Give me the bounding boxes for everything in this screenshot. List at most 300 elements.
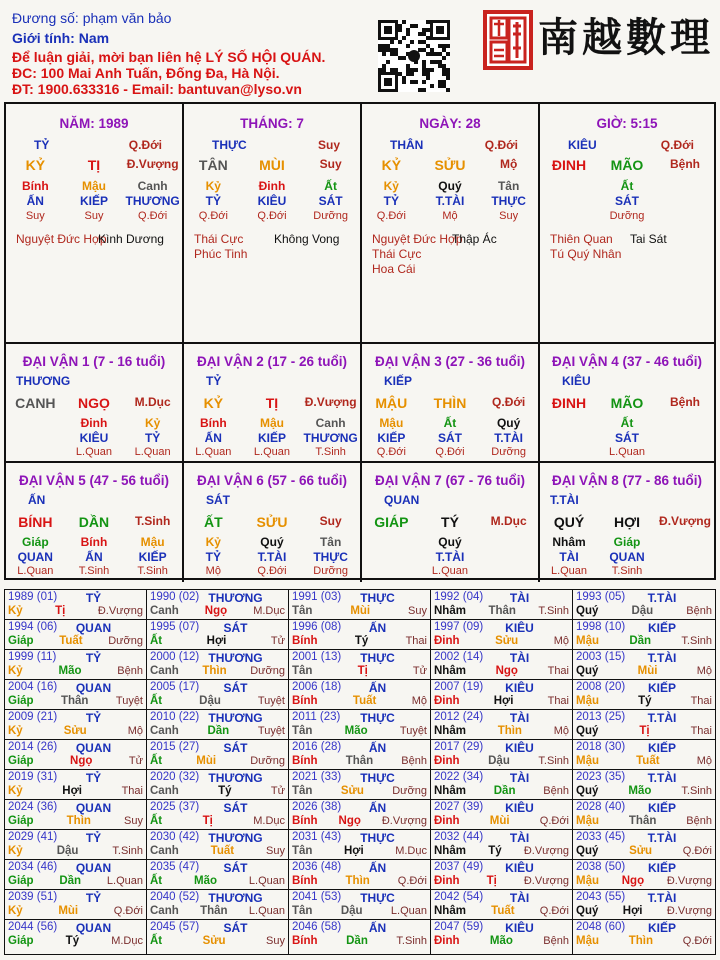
hidden-stem: Đinh	[258, 179, 286, 193]
year-stem: Đinh	[434, 875, 460, 887]
year-line	[434, 681, 569, 695]
year-god: THƯƠNG	[208, 711, 263, 725]
hidden-stem: Kỷ	[205, 535, 221, 549]
year-god: TỶ	[85, 591, 102, 605]
hidden-phase: L.Quan	[608, 446, 646, 458]
year-label: 2043 (55)	[576, 891, 626, 903]
year-stem: Canh	[150, 665, 179, 677]
hidden-stem: Mậu	[379, 416, 404, 430]
year-phase: Bệnh	[543, 935, 569, 947]
year-pillar	[8, 635, 143, 649]
year-label: 2007 (19)	[434, 681, 484, 693]
hidden-phase	[656, 210, 713, 222]
year-stem: Giáp	[8, 755, 34, 767]
year-label: 1989 (01)	[8, 591, 58, 603]
year-label: 2044 (56)	[8, 921, 58, 933]
year-label: 1994 (06)	[8, 621, 58, 633]
phase: Đ.Vượng	[126, 157, 179, 171]
year-cell	[5, 680, 147, 710]
year-branch: Thìn	[345, 875, 370, 887]
year-god: KIÊU	[505, 621, 534, 635]
year-line	[150, 921, 285, 935]
year-pillar	[150, 905, 285, 919]
year-line	[150, 711, 285, 725]
year-phase: Đ.Vượng	[523, 875, 569, 887]
qr-code-icon	[378, 20, 450, 92]
pillar-0	[6, 104, 184, 344]
pillar-title: GIỜ: 5:15	[596, 116, 658, 131]
hidden-phase: T.Sinh	[78, 565, 110, 577]
hidden-god: THỰC	[313, 550, 348, 564]
year-label: 2010 (22)	[150, 711, 200, 723]
year-line	[150, 621, 285, 635]
luck-pillar-1	[6, 344, 184, 463]
year-god: KIÊU	[505, 921, 534, 935]
year-line	[150, 861, 285, 875]
year-label: 2016 (28)	[292, 741, 342, 753]
year-cell	[289, 710, 431, 740]
year-god: TỶ	[85, 651, 102, 665]
year-cell	[573, 890, 715, 920]
luck-stem-branch	[6, 514, 182, 530]
branch: THÌN	[433, 395, 467, 411]
hidden-stem: Canh	[137, 179, 168, 193]
hidden-phase: L.Quan	[253, 446, 291, 458]
hidden-stem: Quý	[496, 416, 521, 430]
year-god: KIÊU	[505, 681, 534, 695]
year-branch: Thân	[628, 815, 657, 827]
stem: GIÁP	[374, 514, 409, 530]
ten-god: KIÊU	[568, 138, 597, 152]
ten-god: THỰC	[212, 138, 247, 152]
year-cell	[573, 590, 715, 620]
phase: T.Sinh	[134, 514, 171, 528]
year-god: QUAN	[75, 681, 112, 695]
owner-line: Đương số: phạm văn bảo	[12, 10, 172, 26]
year-god: THỰC	[360, 651, 395, 665]
year-stem: Quý	[576, 665, 599, 677]
year-cell	[573, 620, 715, 650]
hidden-god: ẤN	[26, 194, 44, 208]
luck-god: QUAN	[384, 493, 420, 507]
year-phase: Đ.Vượng	[523, 845, 569, 857]
year-line	[292, 711, 427, 725]
hidden-gods-row	[6, 194, 182, 208]
year-stem: Giáp	[8, 815, 34, 827]
year-phase: Thai	[690, 695, 712, 707]
hidden-phase	[6, 446, 64, 458]
year-branch: Dậu	[631, 605, 654, 617]
hidden-phase-row	[184, 210, 360, 222]
year-branch: Thân	[60, 695, 89, 707]
year-pillar	[292, 875, 427, 889]
year-god: ẤN	[368, 741, 387, 755]
year-phase: Bệnh	[543, 785, 569, 797]
year-pillar	[434, 845, 569, 859]
year-pillar	[292, 665, 427, 679]
year-label: 2038 (50)	[576, 861, 626, 873]
year-stem: Ất	[150, 815, 163, 827]
year-branch: Tuất	[352, 695, 377, 707]
year-pillar	[150, 605, 285, 619]
year-phase: M.Dục	[395, 845, 427, 857]
year-branch: Ngọ	[495, 665, 518, 677]
year-cell	[431, 920, 573, 954]
ten-god-phase: Q.Đới	[484, 138, 518, 152]
hidden-phase	[480, 565, 538, 577]
year-stem: Đinh	[434, 935, 460, 947]
year-pillar	[576, 695, 712, 709]
year-god: THƯƠNG	[208, 651, 263, 665]
year-god: ẤN	[368, 681, 387, 695]
hidden-phase: Suy	[25, 210, 45, 222]
year-branch: Mùi	[196, 755, 217, 767]
year-god: SÁT	[223, 741, 248, 755]
hidden-stem: Canh	[315, 416, 346, 430]
year-cell	[573, 920, 715, 954]
year-stem: Mậu	[576, 935, 599, 947]
year-stem: Đinh	[434, 695, 460, 707]
year-stem: Canh	[150, 605, 179, 617]
year-label: 2032 (44)	[434, 831, 484, 843]
hidden-god: ẤN	[204, 431, 222, 445]
year-branch: Tị	[639, 725, 650, 737]
year-stem: Nhâm	[434, 605, 466, 617]
year-pillar	[292, 695, 427, 709]
stem: ẤT	[203, 514, 223, 530]
hidden-stem: Bính	[199, 416, 227, 430]
hidden-stem: Mậu	[259, 416, 284, 430]
hidden-god: T.TÀI	[435, 550, 465, 564]
year-stem: Kỷ	[8, 605, 23, 617]
hidden-stem: Kỷ	[205, 179, 221, 193]
year-cell	[289, 590, 431, 620]
branch: MÃO	[610, 157, 644, 173]
year-stem: Tân	[292, 725, 313, 737]
hidden-phase	[540, 446, 597, 458]
hidden-god: THƯƠNG	[125, 194, 180, 208]
phase: Bệnh	[670, 395, 700, 409]
year-label: 2018 (30)	[576, 741, 626, 753]
year-label: 1990 (02)	[150, 591, 200, 603]
year-line	[150, 681, 285, 695]
year-branch: Tị	[55, 605, 66, 617]
hidden-god: SÁT	[437, 431, 462, 445]
year-line	[150, 771, 285, 785]
year-phase: Tuyệt	[115, 695, 143, 707]
year-pillar	[150, 665, 285, 679]
hidden-phase: T.Sinh	[137, 565, 168, 577]
year-cell	[431, 650, 573, 680]
year-line	[434, 831, 569, 845]
year-phase: Thai	[547, 665, 569, 677]
stem: ĐINH	[551, 157, 587, 173]
year-pillar	[576, 635, 712, 649]
year-line	[150, 591, 285, 605]
year-cell	[573, 680, 715, 710]
luck-hidden-phase	[6, 565, 182, 577]
year-branch: Tị	[357, 665, 368, 677]
year-phase: M.Dục	[253, 605, 285, 617]
year-stem: Tân	[292, 905, 313, 917]
year-stem: Tân	[292, 845, 313, 857]
year-phase: Thai	[547, 695, 569, 707]
year-stem: Bính	[292, 815, 318, 827]
branch: TỊ	[265, 395, 279, 411]
year-god: TỶ	[85, 891, 102, 905]
year-phase: Thai	[405, 635, 427, 647]
luck-hidden-gods	[362, 431, 538, 445]
hidden-stem: Ất	[620, 179, 634, 193]
year-stem: Canh	[150, 905, 179, 917]
year-line	[576, 711, 712, 725]
phase: Suy	[319, 157, 342, 171]
year-label: 1998 (10)	[576, 621, 626, 633]
year-stem: Kỷ	[8, 725, 23, 737]
year-line	[434, 621, 569, 635]
year-phase: Mộ	[696, 665, 712, 677]
year-pillar	[434, 875, 569, 889]
year-label: 2011 (23)	[292, 711, 341, 723]
year-label: 1996 (08)	[292, 621, 342, 633]
year-label: 2047 (59)	[434, 921, 484, 933]
year-cell	[573, 860, 715, 890]
pillar-title: NGÀY: 28	[419, 116, 481, 131]
hidden-stem: Mậu	[81, 179, 106, 193]
year-phase: Tuyệt	[399, 725, 427, 737]
year-god: THƯƠNG	[208, 591, 263, 605]
stem-branch-row	[184, 157, 360, 173]
hidden-stem	[362, 535, 420, 549]
hidden-phase: Dưỡng	[313, 210, 349, 222]
year-line	[8, 681, 143, 695]
year-stem: Bính	[292, 755, 318, 767]
year-line	[434, 711, 569, 725]
luck-stem-branch	[362, 395, 538, 411]
year-phase: Bệnh	[401, 755, 427, 767]
year-god: T.TÀI	[647, 831, 677, 845]
year-label: 2002 (14)	[434, 651, 484, 663]
hidden-god: KIẾP	[79, 194, 108, 208]
branch: HỢI	[614, 514, 640, 530]
star-right: Tai Sát	[630, 232, 667, 246]
year-line	[434, 741, 569, 755]
luck-god: KIÊU	[562, 374, 591, 388]
year-phase: Mộ	[127, 725, 143, 737]
luck-hidden	[540, 416, 714, 430]
year-label: 2037 (49)	[434, 861, 484, 873]
ten-god: THÂN	[390, 138, 424, 152]
year-branch: Thìn	[66, 815, 91, 827]
year-cell	[289, 620, 431, 650]
year-phase: Suy	[124, 815, 143, 827]
luck-hidden-phase	[362, 446, 538, 458]
hidden-god	[362, 550, 420, 564]
year-phase: Đ.Vượng	[381, 815, 427, 827]
year-cell	[289, 800, 431, 830]
year-label: 2004 (16)	[8, 681, 58, 693]
year-cell	[147, 890, 289, 920]
luck-hidden-phase	[6, 446, 182, 458]
year-god: THỰC	[360, 711, 395, 725]
year-cell	[147, 920, 289, 954]
year-cell	[5, 590, 147, 620]
gender-line: Giới tính: Nam	[12, 30, 110, 46]
year-stem: Quý	[576, 845, 599, 857]
year-cell	[289, 890, 431, 920]
star-left: Hoa Cái	[372, 262, 416, 276]
year-line	[292, 921, 427, 935]
year-branch: Dậu	[340, 905, 363, 917]
year-pillar	[150, 845, 285, 859]
year-line	[292, 681, 427, 695]
year-phase: Tử	[270, 635, 285, 647]
phase: M.Dục	[134, 395, 171, 409]
year-pillar	[8, 845, 143, 859]
year-god: ẤN	[368, 921, 387, 935]
year-phase: L.Quan	[390, 905, 427, 917]
year-stem: Mậu	[576, 635, 599, 647]
branch: MÙI	[259, 157, 285, 173]
luck-god: SÁT	[206, 493, 230, 507]
year-branch: Tị	[202, 815, 213, 827]
year-god: KIẾP	[647, 801, 676, 815]
hidden-stem: Giáp	[613, 535, 641, 549]
hidden-phase	[656, 565, 713, 577]
hidden-god	[540, 431, 597, 445]
year-cell	[289, 740, 431, 770]
year-label: 2015 (27)	[150, 741, 200, 753]
year-line	[292, 741, 427, 755]
year-label: 1995 (07)	[150, 621, 200, 633]
year-label: 1997 (09)	[434, 621, 484, 633]
hidden-god	[656, 431, 713, 445]
pillar-2	[362, 104, 540, 344]
year-label: 2022 (34)	[434, 771, 484, 783]
year-cell	[147, 860, 289, 890]
year-branch: Dần	[493, 785, 516, 797]
year-cell	[573, 800, 715, 830]
pillar-3	[540, 104, 714, 344]
year-pillar	[576, 725, 712, 739]
hidden-god: T.TÀI	[494, 431, 523, 445]
year-phase: T.Sinh	[396, 935, 427, 947]
year-pillar	[150, 755, 285, 769]
year-line	[434, 861, 569, 875]
year-line	[150, 801, 285, 815]
year-branch: Ngọ	[621, 875, 645, 887]
year-line	[8, 891, 143, 905]
year-line	[150, 831, 285, 845]
year-phase: Dưỡng	[250, 755, 285, 767]
year-branch: Hợi	[622, 905, 643, 917]
year-branch: Tý	[638, 695, 652, 707]
brand-title: 南越數理	[538, 14, 714, 61]
year-cell	[147, 680, 289, 710]
year-pillar	[8, 695, 143, 709]
luck-pillar-4	[540, 344, 714, 463]
stem-branch-row	[540, 157, 714, 173]
year-line	[576, 921, 712, 935]
pillars-grid	[4, 102, 716, 580]
year-phase: Q.Đới	[682, 935, 712, 947]
phase: Bệnh	[670, 157, 700, 171]
year-pillar	[292, 905, 427, 919]
hidden-stem: Mậu	[140, 535, 165, 549]
year-god: SÁT	[223, 681, 248, 695]
year-branch: Mùi	[350, 605, 371, 617]
luck-god: THƯƠNG	[16, 374, 71, 388]
year-stem: Bính	[292, 935, 318, 947]
year-god: QUAN	[75, 621, 112, 635]
luck-hidden-gods	[6, 431, 182, 445]
year-god: THƯƠNG	[208, 891, 263, 905]
year-phase: Dưỡng	[108, 635, 143, 647]
year-label: 2008 (20)	[576, 681, 626, 693]
stem: KỶ	[203, 395, 224, 411]
year-branch: Mùi	[58, 905, 79, 917]
year-line	[8, 651, 143, 665]
year-phase: Bệnh	[686, 815, 712, 827]
hidden-phase	[656, 446, 713, 458]
year-god: THỰC	[360, 891, 395, 905]
year-god: THƯƠNG	[208, 771, 263, 785]
hidden-stem	[540, 416, 597, 430]
year-god: T.TÀI	[647, 891, 677, 905]
year-pillar	[576, 875, 712, 889]
year-branch: Dần	[629, 635, 652, 647]
luck-god: T.TÀI	[550, 493, 579, 507]
year-god: KIẾP	[647, 921, 676, 935]
year-cell	[431, 590, 573, 620]
hidden-phase: Q.Đới	[376, 210, 406, 222]
year-line	[150, 741, 285, 755]
year-stem: Giáp	[8, 695, 34, 707]
stem: BÍNH	[18, 514, 53, 530]
year-phase: T.Sinh	[681, 785, 712, 797]
year-phase: Tuyệt	[257, 725, 285, 737]
year-god: QUAN	[75, 741, 112, 755]
year-line	[8, 591, 143, 605]
year-label: 2021 (33)	[292, 771, 342, 783]
year-phase: Q.Đới	[682, 845, 712, 857]
year-god: KIÊU	[505, 801, 534, 815]
year-god: TÀI	[509, 891, 530, 905]
year-stem: Quý	[576, 905, 599, 917]
hidden-stem: Bính	[21, 179, 49, 193]
year-label: 2042 (54)	[434, 891, 484, 903]
hidden-phase-row	[362, 210, 538, 222]
hidden-phase	[540, 210, 597, 222]
pillar-1	[184, 104, 362, 344]
luck-title: ĐẠI VẬN 7 (67 - 76 tuổi)	[374, 473, 526, 488]
year-god: KIẾP	[647, 621, 676, 635]
phone-email-line: ĐT: 1900.633316 - Email: bantuvan@lyso.vn	[12, 81, 302, 97]
year-line	[576, 681, 712, 695]
hidden-god: TỶ	[205, 550, 221, 564]
year-stem: Tân	[292, 605, 313, 617]
year-stem: Ất	[150, 935, 163, 947]
year-cell	[431, 680, 573, 710]
year-label: 2017 (29)	[434, 741, 484, 753]
year-phase: Tử	[270, 785, 285, 797]
year-pillar	[434, 605, 569, 619]
year-branch: Thân	[200, 905, 228, 917]
luck-pillar-8	[540, 463, 714, 582]
year-label: 1999 (11)	[8, 651, 57, 663]
year-phase: L.Quan	[248, 875, 285, 887]
year-label: 2030 (42)	[150, 831, 200, 843]
